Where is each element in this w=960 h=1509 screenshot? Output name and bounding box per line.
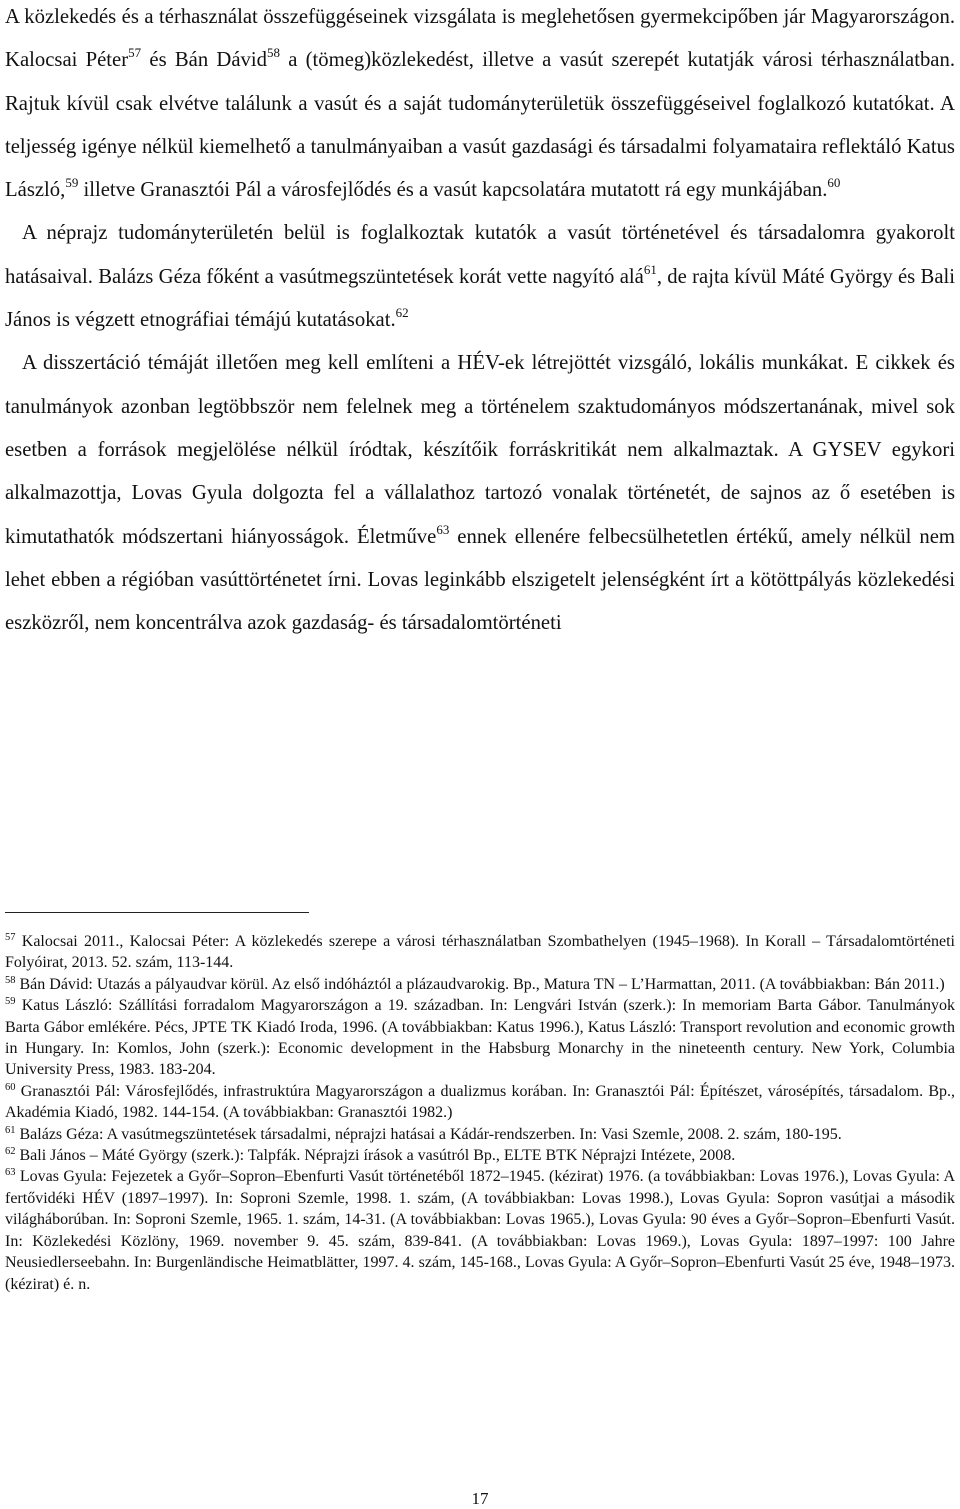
paragraph-3 <box>5 342 955 645</box>
body-text <box>5 0 955 645</box>
footnote-ref-62[interactable]: 62 <box>395 305 409 321</box>
footnote-ref-63[interactable]: 63 <box>436 521 450 537</box>
footnote-ref-57[interactable]: 57 <box>128 45 142 61</box>
footnote-text: Bán Dávid: Utazás a pályaudvar körül. Az első indóháztól a plázaudvarokig. Bp., Matura TN – L’Harmattan, 2011. (A továbbiakban: Bán 2011.) <box>15 975 945 993</box>
footnote-number: 57 <box>5 932 16 943</box>
footnotes <box>5 931 955 1295</box>
footnote-text: Lovas Gyula: Fejezetek a Győr–Sopron–Ebenfurti Vasút történetéből 1872–1945. (kézirat) 1976. (a továbbiakban: Lovas 1976.), Lovas Gyula: A fertővidéki HÉV (1897–1997). In: Soproni Szemle, 1998. 1. szám, (A továbbiakban: Lovas 1998.), Lovas Gyula: Sopron vasútjai a második világháborúban. In: Soproni Szemle, 1965. 1. szám, 14-31. (A továbbiakban: Lovas 1965.), Lovas Gyula: 90 éves a Győr–Sopron–Ebenfurti Vasút. In: Közlekedési Közlöny, 1969. november 9. 45. szám, 839-841. (A továbbiakban: Lovas 1969.), Lovas Gyula: 1897–1997: 100 Jahre Neusiedlerseebahn. In: Burgenländische Heimatblätter, 1997. 4. szám, 145-168., Lovas Gyula: A Győr–Sopron–Ebenfurti Vasút 25 éve, 1948–1973. (kézirat) é. n. <box>5 1168 955 1293</box>
paragraph-2 <box>5 212 955 342</box>
footnote-58 <box>5 974 955 995</box>
footnote-number: 60 <box>5 1081 16 1093</box>
paragraph-text: , de rajta kívül Máté György és Bali János is végzett etnográfiai témájú kutatásokat. <box>5 265 955 332</box>
footnote-60 <box>5 1081 955 1124</box>
footnote-62 <box>5 1145 955 1166</box>
page-number: 17 <box>471 1489 489 1508</box>
footnote-number: 58 <box>5 974 16 986</box>
footnote-text: Granasztói Pál: Városfejlődés, infrastruktúra Magyarországon a dualizmus korában. In: Granasztói Pál: Építészet, városépítés, társadalom. Bp., Akadémia Kiadó, 1982. 144-154. (A továbbiakban: Granasztói 1982.) <box>5 1082 955 1122</box>
footnote-number: 63 <box>5 1167 16 1179</box>
paragraph-1 <box>5 0 955 212</box>
footnote-63 <box>5 1166 955 1294</box>
footnote-ref-58[interactable]: 58 <box>266 45 280 61</box>
paragraph-text: ennek ellenére felbecsülhetetlen értékű, amely nélkül nem lehet ebben a régióban vasúttörténetet írni. Lovas leginkább elszigetelt jelenségként írt a kötöttpályás közlekedési eszközről, nem koncentrálva azok gazdaság- és társadalomtörténeti <box>5 525 955 635</box>
footnote-59 <box>5 995 955 1081</box>
footnote-text: Bali János – Máté György (szerk.): Talpfák. Néprajzi írások a vasútról Bp., ELTE BTK Néprajzi Intézete, 2008. <box>15 1147 736 1165</box>
paragraph-text: és Bán Dávid <box>141 49 267 72</box>
footnote-text: Kalocsai 2011., Kalocsai Péter: A közlekedés szerepe a városi térhasználatban Szombathelyen (1945–1968). In Korall – Társadalomtörténeti Folyóirat, 2013. 52. szám, 113-144. <box>5 933 955 972</box>
footnote-61 <box>5 1124 955 1145</box>
footnote-57 <box>5 931 955 974</box>
paragraph-text: a (tömeg)közlekedést, illetve a vasút szerepét kutatják városi térhasználatban. Rajtuk kívül csak elvétve találunk a vasút és a saját tudományterületük összefüggéseivel foglalkozó kutatókat. A teljesség igénye nélkül kiemelhető a tanulmányaiban a vasút gazdasági és társadalmi folyamataira reflektáló Katus László, <box>5 49 955 202</box>
paragraph-text: illetve Granasztói Pál a városfejlődés és a vasút kapcsolatára mutatott rá egy munkájában. <box>78 179 828 202</box>
footnote-ref-60[interactable]: 60 <box>827 175 841 191</box>
footnote-number: 62 <box>5 1146 16 1158</box>
paragraph-text: A disszertáció témáját illetően meg kell említeni a HÉV-ek létrejöttét vizsgáló, lokális munkákat. E cikkek és tanulmányok azonban legtöbbször nem felelnek meg a történelem szaktudományos módszertanának, mivel sok esetben a források megjelölése nélkül íródtak, készítőik forráskritikát nem alkalmaztak. A GYSEV egykori alkalmazottja, Lovas Gyula dolgozta fel a vállalathoz tartozó vonalak történetét, de sajnos az ő esetében is kimutathatók módszertani hiányosságok. Életműve <box>5 352 955 548</box>
footnote-text: Balázs Géza: A vasútmegszüntetések társadalmi, néprajzi hatásai a Kádár-rendszerben. In: Vasi Szemle, 2008. 2. szám, 180-195. <box>15 1125 842 1143</box>
footnote-separator <box>5 912 309 913</box>
footnote-number: 59 <box>5 996 16 1008</box>
paragraph-text: A közlekedés és a térhasználat összefüggéseinek vizsgálata is meglehetősen gyermekcipőben jár Magyarországon. Kalocsai Péter <box>5 6 955 72</box>
footnote-text: Katus László: Szállítási forradalom Magyarországon a 19. században. In: Lengvári István (szerk.): In memoriam Barta Gábor. Tanulmányok Barta Gábor emlékére. Pécs, JPTE TK Kiadó Iroda, 1996. (A továbbiakban: Katus 1996.), Katus László: Transport revolution and economic growth in Hungary. In: Komlos, John (szerk.): Economic development in the Habsburg Monarchy in the nineteenth century. New York, Columbia University Press, 1983. 183-204. <box>5 997 955 1079</box>
footnote-ref-61[interactable]: 61 <box>643 261 657 277</box>
footnote-ref-59[interactable]: 59 <box>65 175 79 191</box>
footnote-number: 61 <box>5 1124 16 1136</box>
paragraph-text: A néprajz tudományterületén belül is foglalkoztak kutatók a vasút történetével és társadalomra gyakorolt hatásaival. Balázs Géza főként a vasútmegszüntetések korát vette nagyító alá <box>5 222 955 288</box>
